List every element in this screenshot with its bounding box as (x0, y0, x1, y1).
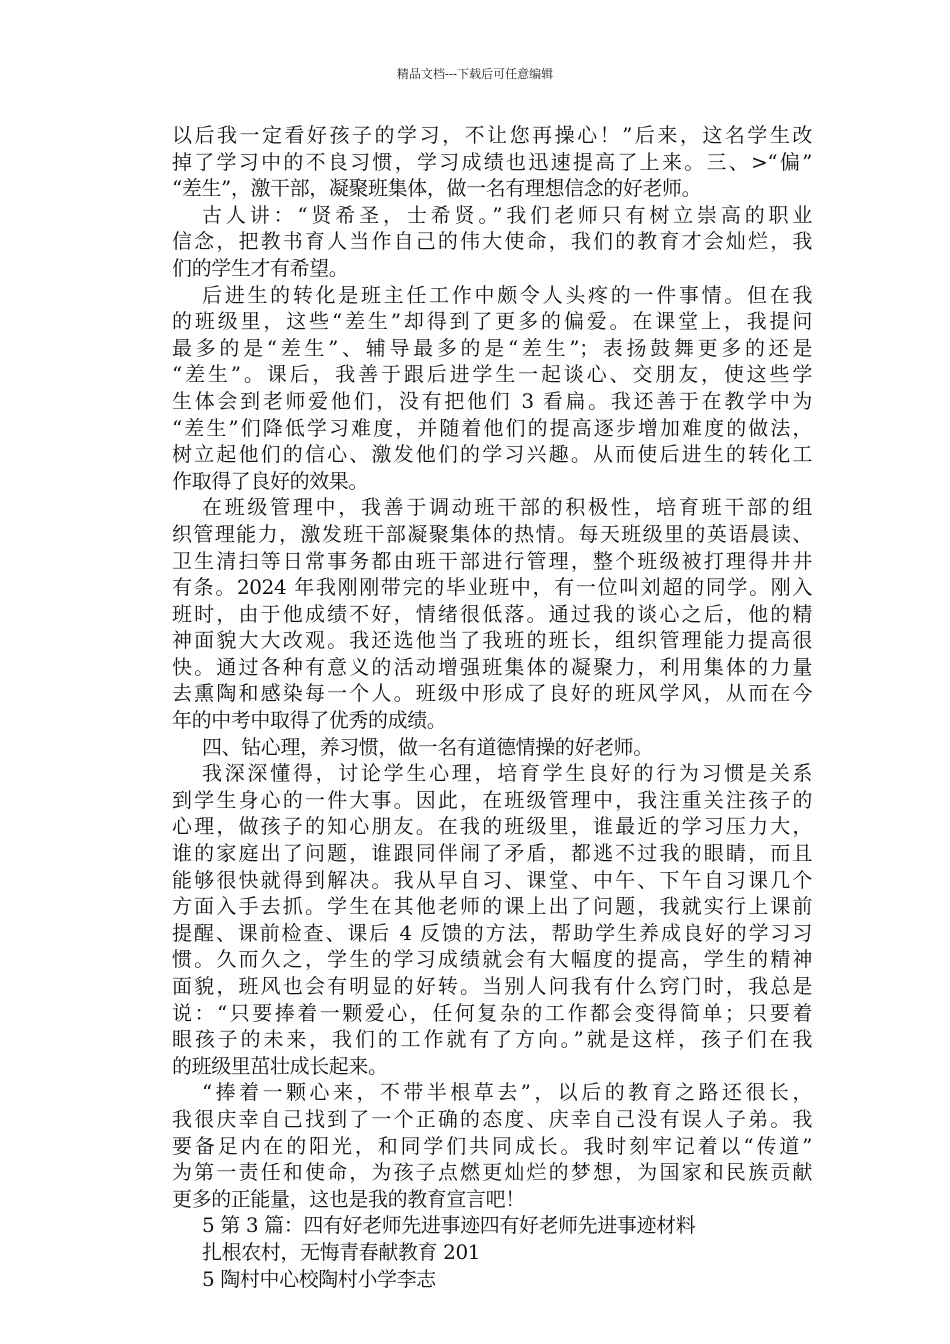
text-line: “捧着一颗心来，不带半根草去”，以后的教育之路还很长， (202, 1080, 812, 1105)
text-line: 织管理能力，激发班干部凝聚集体的热情。每天班级里的英语晨读、 (172, 521, 812, 546)
text-line: 四、钻心理，养习惯，做一名有道德情操的好老师。 (202, 734, 653, 759)
text-line: 班时，由于他成绩不好，情绪很低落。通过我的谈心之后，他的精 (172, 601, 812, 626)
text-line: 面貌，班风也会有明显的好转。当别人问我有什么窍门时，我总是 (172, 974, 812, 998)
text-line: 年的中考中取得了优秀的成绩。 (172, 708, 447, 733)
text-line: 5 陶村中心校陶村小学李志 (202, 1266, 436, 1291)
text-line: 说：“只要捧着一颗爱心，任何复杂的工作都会变得简单；只要着 (172, 1000, 812, 1025)
text-line: 后进生的转化是班主任工作中颇令人头疼的一件事情。但在我 (202, 282, 812, 307)
text-line: 神面貌大大改观。我还选他当了我班的班长，组织管理能力提高很 (172, 628, 812, 653)
text-line: 们的学生才有希望。 (172, 255, 349, 280)
text-line: 为第一责任和使命，为孩子点燃更灿烂的梦想，为国家和民族贡献 (172, 1160, 812, 1185)
text-line: 最多的是“差生”、辅导最多的是“差生”；表扬鼓舞更多的还是 (172, 335, 812, 360)
text-line: 能够很快就得到解决。我从早自习、课堂、中午、下午自习课几个 (172, 867, 812, 892)
text-line: 古人讲：“贤希圣，士希贤。”我们老师只有树立崇高的职业 (202, 202, 812, 227)
text-line: 以后我一定看好孩子的学习，不让您再操心！”后来，这名学生改 (172, 123, 812, 147)
text-line: 的班级里，这些“差生”却得到了更多的偏爱。在课堂上，我提问 (172, 309, 812, 334)
text-line: 谁的家庭出了问题，谁跟同伴闹了矛盾，都逃不过我的眼睛，而且 (172, 841, 812, 866)
text-line: 我很庆幸自己找到了一个正确的态度、庆幸自己没有误人子弟。我 (172, 1106, 812, 1131)
text-line: 快。通过各种有意义的活动增强班集体的凝聚力，利用集体的力量 (172, 654, 812, 679)
text-line: 信念，把教书育人当作自己的伟大使命，我们的教育才会灿烂，我 (172, 229, 812, 254)
text-line: 在班级管理中，我善于调动班干部的积极性，培育班干部的组 (202, 495, 812, 520)
text-line: 惯。久而久之，学生的学习成绩就会有大幅度的提高，学生的精神 (172, 947, 812, 972)
text-line: 去熏陶和感染每一个人。班级中形成了良好的班风学风，从而在今 (172, 681, 812, 706)
text-line: 5 第 3 篇：四有好老师先进事迹四有好老师先进事迹材料 (202, 1213, 696, 1238)
text-line: 心理，做孩子的知心朋友。在我的班级里，谁最近的学习压力大， (172, 814, 812, 839)
text-line: “差生”。课后，我善于跟后进学生一起谈心、交朋友，使这些学 (172, 362, 812, 387)
text-line: 有条。2024 年我刚刚带完的毕业班中，有一位叫刘超的同学。刚入 (172, 575, 812, 600)
text-line: 眼孩子的未来，我们的工作就有了方向。”就是这样，孩子们在我 (172, 1027, 812, 1052)
text-line: 的班级里茁壮成长起来。 (172, 1053, 388, 1078)
text-line: 方面入手去抓。学生在其他老师的课上出了问题，我就实行上课前 (172, 894, 812, 919)
page-header: 精品文档---下载后可任意编辑 (396, 67, 554, 81)
text-line: 扎根农村，无悔青春献教育 201 (202, 1239, 481, 1264)
text-line: 作取得了良好的效果。 (172, 468, 368, 493)
text-line: 树立起他们的信心、激发他们的学习兴趣。从而使后进生的转化工 (172, 442, 812, 467)
text-line: “差生”们降低学习难度，并随着他们的提高逐步增加难度的做法， (172, 415, 812, 440)
text-line: 到学生身心的一件大事。因此，在班级管理中，我注重关注孩子的 (172, 787, 812, 812)
text-line: 生体会到老师爱他们，没有把他们 3 看扁。我还善于在教学中为 (172, 388, 812, 413)
text-line: 更多的正能量，这也是我的教育宣言吧！ (172, 1186, 525, 1211)
document-body (172, 122, 812, 1292)
text-line: 要备足内在的阳光，和同学们共同成长。我时刻牢记着以“传道” (172, 1133, 812, 1158)
text-line: 提醒、课前检查、课后 4 反馈的方法，帮助学生养成良好的学习习 (172, 920, 812, 945)
text-line: 卫生清扫等日常事务都由班干部进行管理，整个班级被打理得井井 (172, 548, 812, 573)
text-line: 掉了学习中的不良习惯，学习成绩也迅速提高了上来。三、>“偏” (172, 149, 812, 174)
text-line: “差生”，激干部，凝聚班集体，做一名有理想信念的好老师。 (172, 176, 702, 201)
text-line: 我深深懂得，讨论学生心理，培育学生良好的行为习惯是关系 (202, 761, 812, 786)
